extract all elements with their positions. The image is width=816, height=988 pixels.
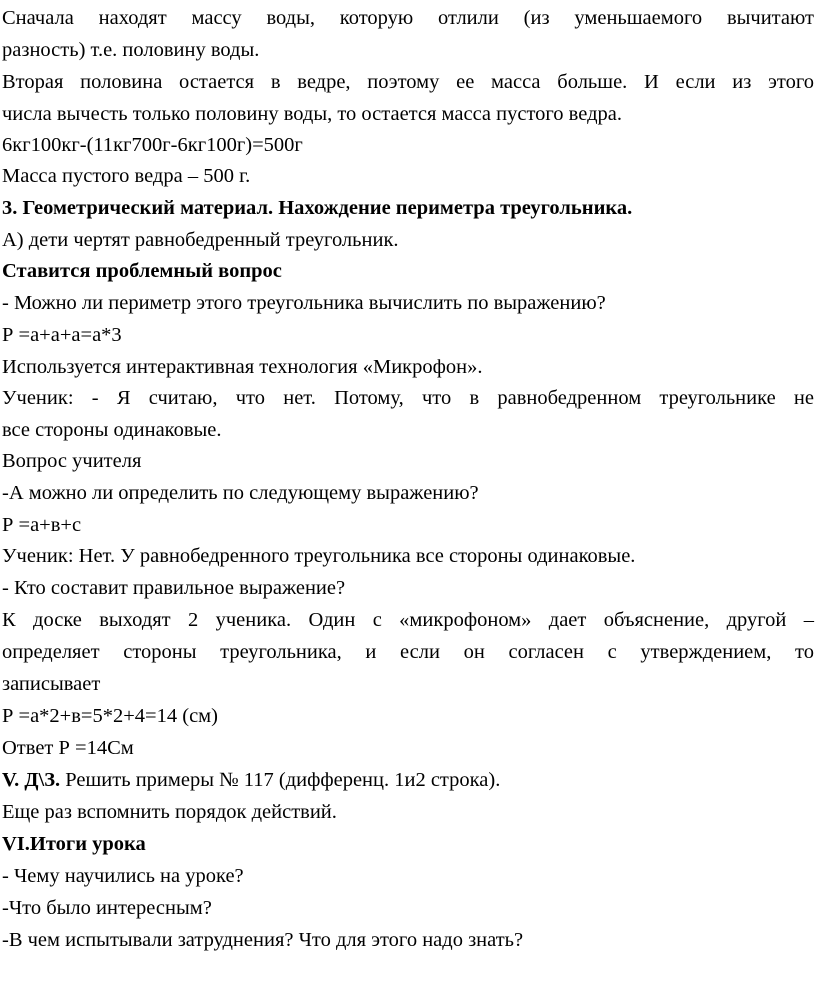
text-line: - Можно ли периметр этого треугольника вычислить по выражению?: [2, 292, 606, 314]
homework-text: Решить примеры № 117 (дифференц. 1и2 строка).: [60, 769, 501, 791]
text-line: К доске выходят 2 ученика. Один с «микрофоном» дает объяснение, другой –: [2, 609, 814, 631]
text-line: определяет стороны треугольника, и если он согласен с утверждением, то: [2, 641, 814, 663]
text-line: - Чему научились на уроке?: [2, 865, 244, 887]
text-line: Сначала находят массу воды, которую отлили (из уменьшаемого вычитают: [2, 7, 814, 29]
homework-label: V. Д\З.: [2, 769, 61, 791]
formula-line: 6кг100кг-(11кг700г-6кг100г)=500г: [2, 134, 303, 156]
text-line: Используется интерактивная технология «Микрофон».: [2, 356, 483, 378]
text-line: Ученик: - Я считаю, что нет. Потому, что в равнобедренном треугольнике не: [2, 387, 814, 409]
text-line: числа вычесть только половину воды, то остается масса пустого ведра.: [2, 103, 622, 125]
homework-line: [2, 765, 500, 795]
text-line: Вторая половина остается в ведре, поэтому ее масса больше. И если из этого: [2, 71, 814, 93]
formula-line: Р =а+а+а=а*3: [2, 324, 122, 346]
text-line: Масса пустого ведра – 500 г.: [2, 165, 251, 187]
text-line: -А можно ли определить по следующему выражению?: [2, 482, 479, 504]
subheading: Ставится проблемный вопрос: [2, 260, 282, 282]
text-line: Ученик: Нет. У равнобедренного треугольника все стороны одинаковые.: [2, 545, 636, 567]
section-heading: VI.Итоги урока: [2, 833, 146, 855]
formula-line: Р =а*2+в=5*2+4=14 (см): [2, 705, 218, 727]
text-line: А) дети чертят равнобедренный треугольник.: [2, 229, 399, 251]
text-line: -В чем испытывали затруднения? Что для этого надо знать?: [2, 929, 524, 951]
text-line: - Кто составит правильное выражение?: [2, 577, 346, 599]
section-heading: 3. Геометрический материал. Нахождение периметра треугольника.: [2, 197, 633, 219]
text-line: разность) т.е. половину воды.: [2, 39, 260, 61]
text-line: -Что было интересным?: [2, 897, 212, 919]
formula-line: Р =а+в+с: [2, 514, 82, 536]
text-line: Вопрос учителя: [2, 450, 142, 472]
text-line: записывает: [2, 673, 101, 695]
text-line: все стороны одинаковые.: [2, 419, 222, 441]
answer-line: Ответ Р =14См: [2, 737, 134, 759]
text-line: Еще раз вспомнить порядок действий.: [2, 801, 337, 823]
